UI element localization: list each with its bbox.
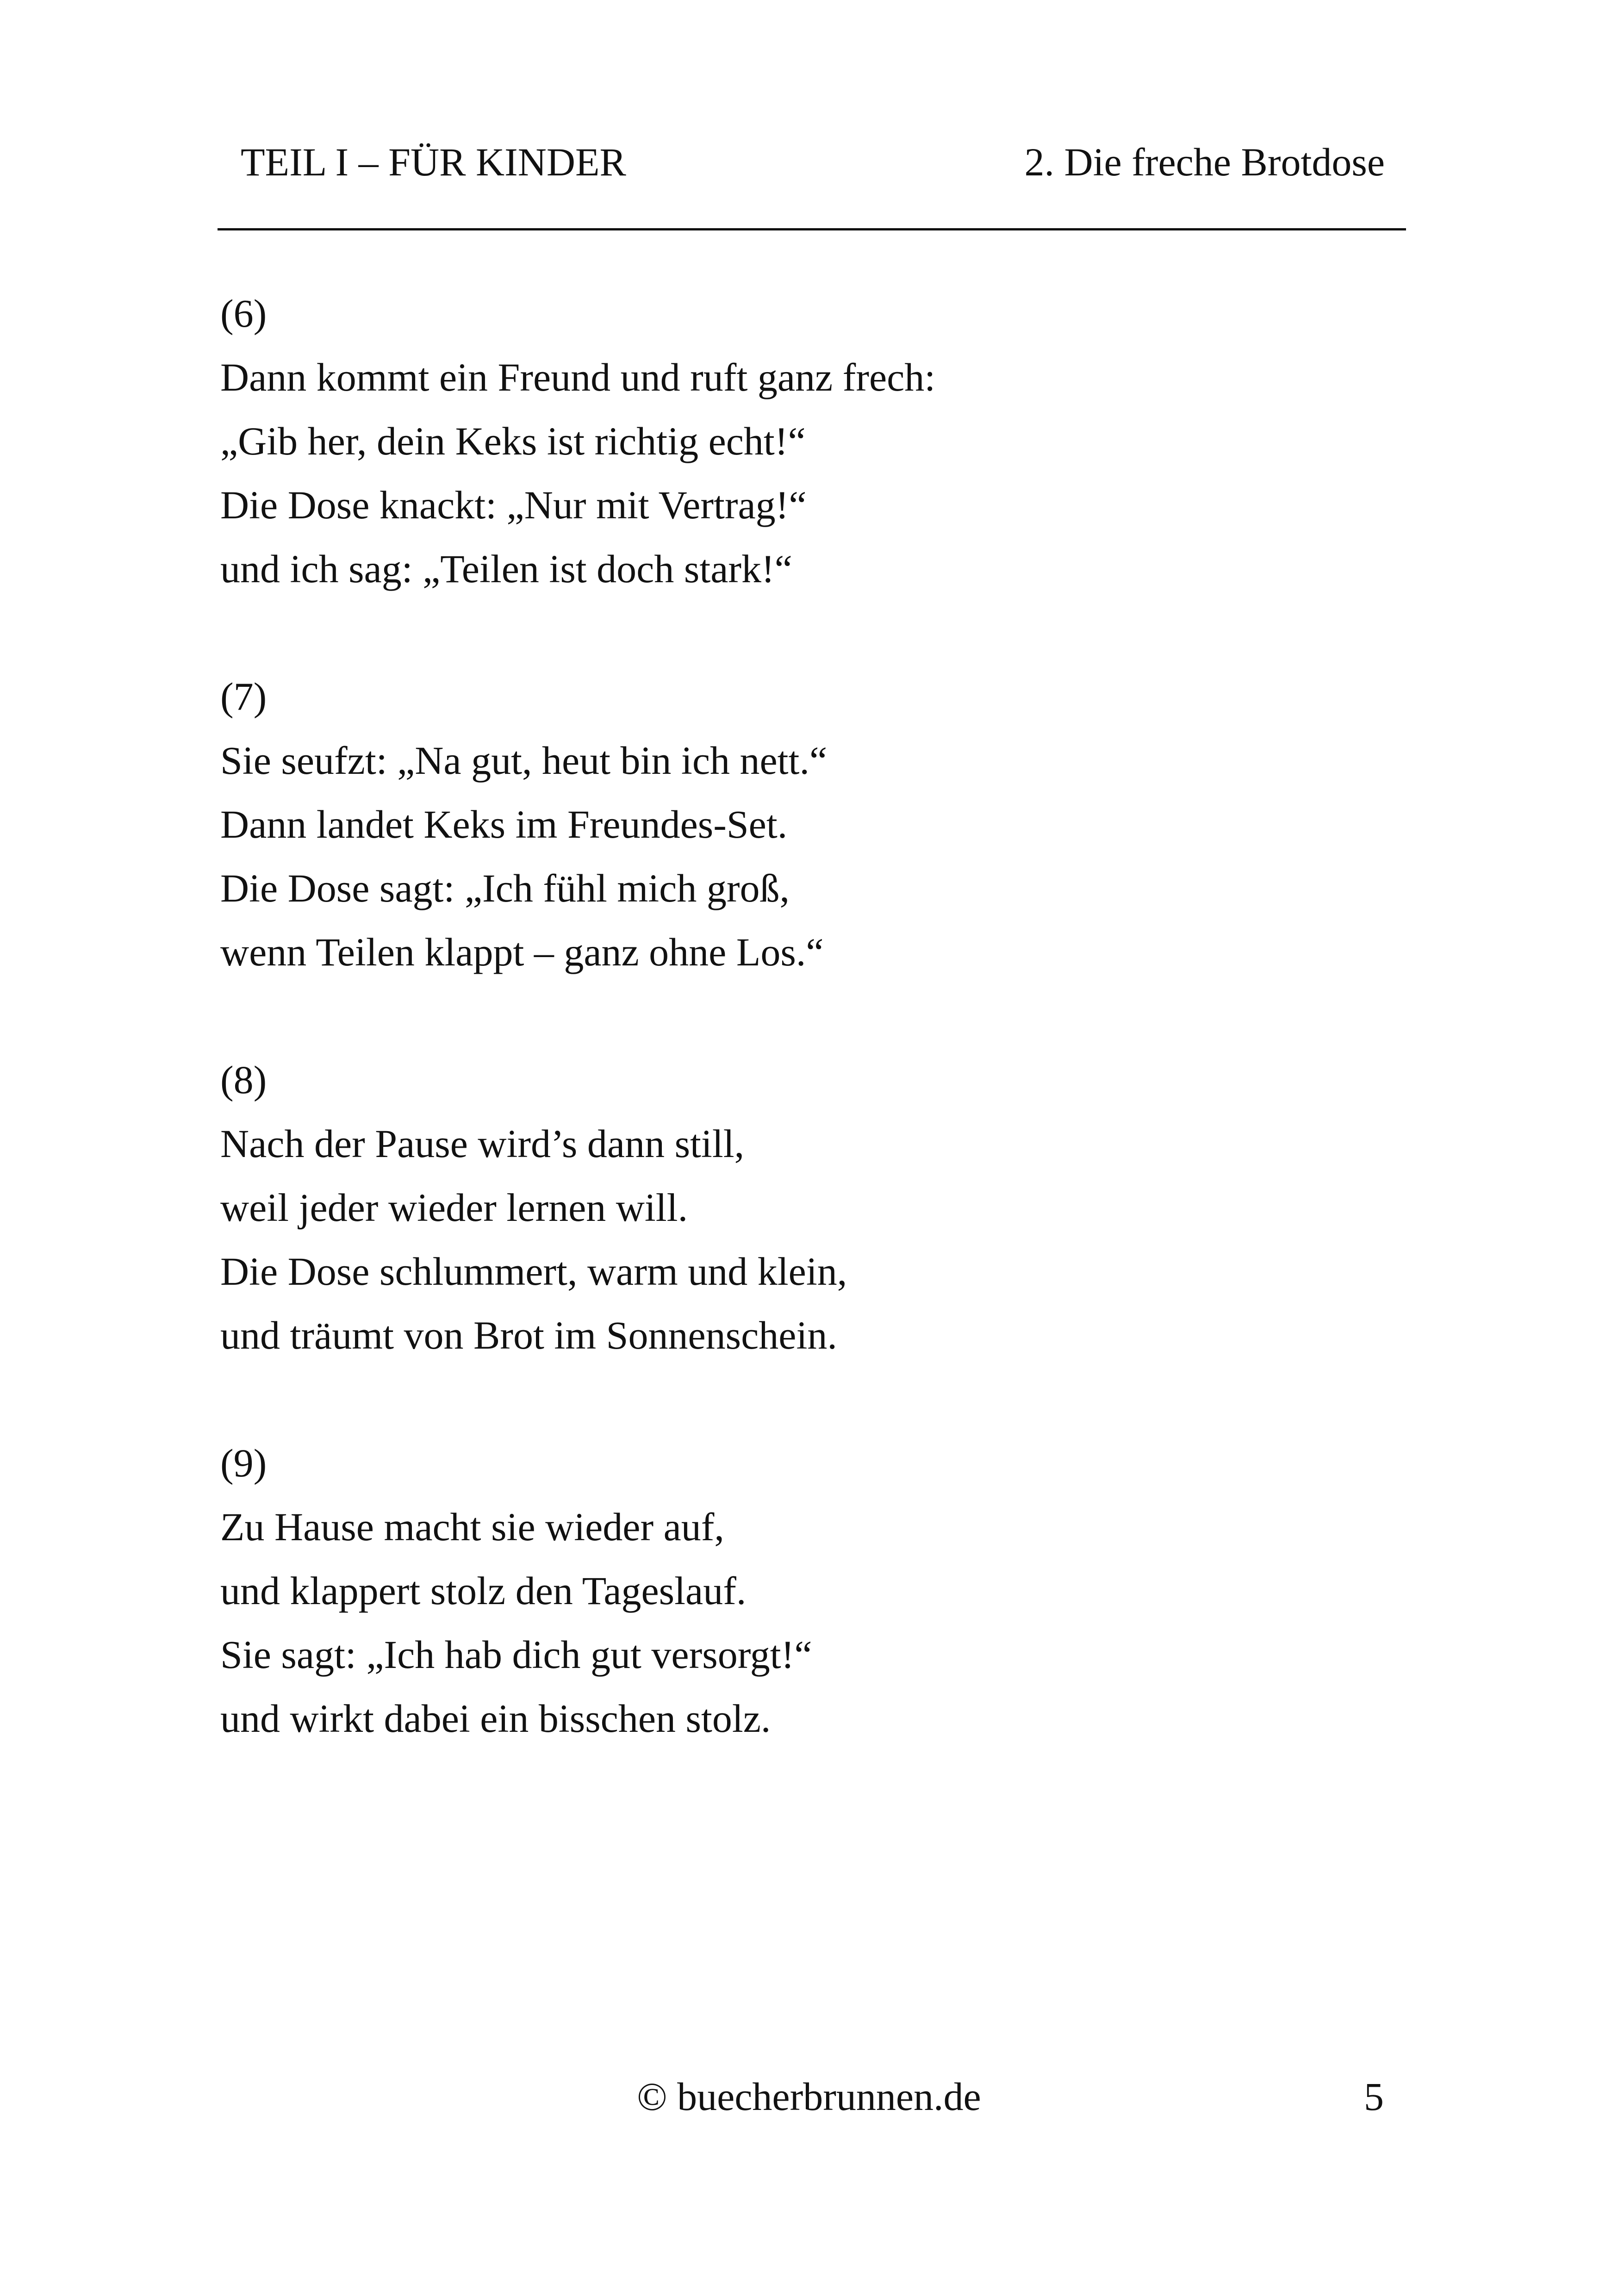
verse-line: wenn Teilen klappt – ganz ohne Los.“ xyxy=(220,930,824,974)
verse-line: Die Dose schlummert, warm und klein, xyxy=(220,1249,847,1294)
stanza-number: (7) xyxy=(220,674,267,719)
running-header-section: TEIL I – FÜR KINDER xyxy=(241,140,626,184)
stanza-6 xyxy=(220,281,1377,601)
verse-line: Nach der Pause wird’s dann still, xyxy=(220,1121,745,1166)
verse-line: und ich sag: „Teilen ist doch stark!“ xyxy=(220,547,792,591)
verse-line: und wirkt dabei ein bisschen stolz. xyxy=(220,1696,771,1741)
poem-body xyxy=(220,281,1377,1814)
verse-line: und klappert stolz den Tageslauf. xyxy=(220,1568,747,1613)
stanza-number: (8) xyxy=(220,1058,267,1102)
footer-copyright: © buecherbrunnen.de xyxy=(637,2074,981,2119)
stanza-7 xyxy=(220,665,1377,984)
verse-line: „Gib her, dein Keks ist richtig echt!“ xyxy=(220,419,806,463)
verse-line: Dann landet Keks im Freundes-Set. xyxy=(220,802,788,846)
page-number: 5 xyxy=(1364,2074,1384,2119)
running-header-title: 2. Die freche Brotdose xyxy=(1024,140,1385,184)
verse-line: Zu Hause macht sie wieder auf, xyxy=(220,1505,724,1549)
stanza-number: (9) xyxy=(220,1441,267,1485)
header-divider xyxy=(218,228,1406,230)
verse-line: Die Dose sagt: „Ich fühl mich groß, xyxy=(220,866,790,910)
verse-line: Sie sagt: „Ich hab dich gut versorgt!“ xyxy=(220,1632,812,1677)
verse-line: Sie seufzt: „Na gut, heut bin ich nett.“ xyxy=(220,738,828,783)
stanza-number: (6) xyxy=(220,291,267,336)
stanza-8 xyxy=(220,1048,1377,1367)
verse-line: und träumt von Brot im Sonnenschein. xyxy=(220,1313,837,1357)
stanza-9 xyxy=(220,1431,1377,1750)
verse-line: weil jeder wieder lernen will. xyxy=(220,1185,688,1230)
verse-line: Die Dose knackt: „Nur mit Vertrag!“ xyxy=(220,483,807,527)
verse-line: Dann kommt ein Freund und ruft ganz frech: xyxy=(220,355,936,399)
